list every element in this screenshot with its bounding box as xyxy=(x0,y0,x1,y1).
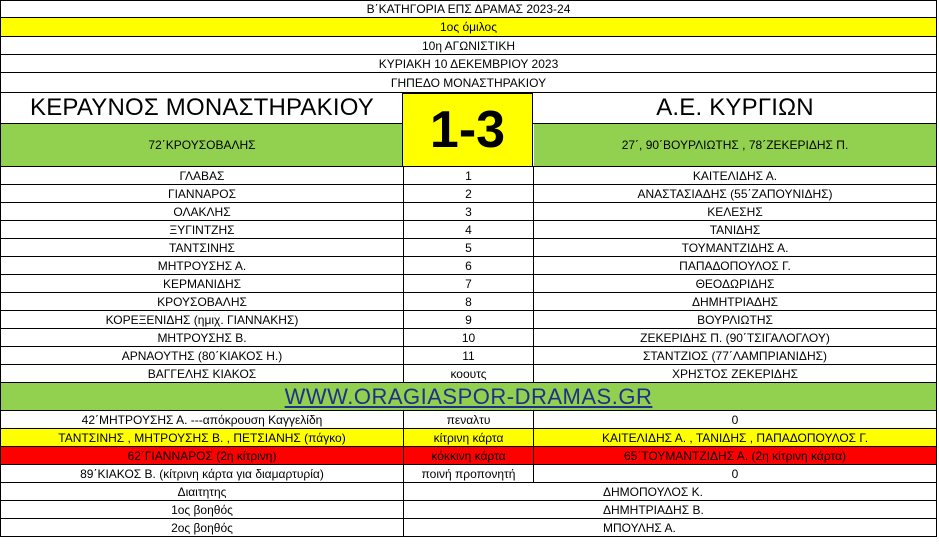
date-row xyxy=(0,55,937,73)
event-row-yellow-card xyxy=(0,429,937,447)
home-player: ΚΡΟΥΣΟΒΑΛΗΣ xyxy=(157,294,247,309)
league-row xyxy=(0,0,937,18)
home-scorers: 72΄ΚΡΟΥΣΟΒΑΛΗΣ xyxy=(1,124,403,166)
away-scorers: 27΄, 90΄ΒΟΥΡΛΙΩΤΗΣ , 78΄ΖΕΚΕΡΙΔΗΣ Π. xyxy=(534,124,936,166)
away-player: ΖΕΚΕΡΙΔΗΣ Π. (90΄ΤΣΙΓΑΛΟΓΛΟΥ) xyxy=(640,330,830,345)
official-role: 2ος βοηθός xyxy=(171,520,233,535)
yellow-card-label: κίτρινη κάρτα xyxy=(403,429,534,446)
home-penalty: 42΄ΜΗΤΡΟΥΣΗΣ Α. ---απόκρουση Καγγελίδη xyxy=(81,412,323,427)
home-team-name: ΚΕΡΑΥΝΟΣ ΜΟΝΑΣΤΗΡΑΚΙΟΥ xyxy=(29,94,375,121)
event-row-red-card xyxy=(0,447,937,465)
official-role: 1ος βοηθός xyxy=(171,502,233,517)
league-title: Β΄ΚΑΤΗΓΟΡΙΑ ΕΠΣ ΔΡΑΜΑΣ 2023-24 xyxy=(366,2,571,16)
away-yellow-cards: ΚΑΙΤΕΛΙΔΗΣ Α. , ΤΑΝΙΔΗΣ , ΠΑΠΑΔΟΠΟΥΛΟΣ Γ. xyxy=(601,430,869,445)
official-row xyxy=(0,501,937,519)
shirt-number: 11 xyxy=(403,347,534,364)
home-player: ΜΗΤΡΟΥΣΗΣ Β. xyxy=(157,330,247,345)
shirt-number: 8 xyxy=(403,293,534,310)
away-penalty: 0 xyxy=(731,412,739,427)
away-coach-penalty: 0 xyxy=(731,466,739,481)
lineup-row xyxy=(0,221,937,239)
official-name: ΔΗΜΟΠΟΥΛΟΣ Κ. xyxy=(603,484,703,499)
away-player: ΤΟΥΜΑΝΤΖΙΔΗΣ Α. xyxy=(681,240,789,255)
away-player: ΘΕΟΔΩΡΙΔΗΣ xyxy=(695,276,775,291)
lineup-row xyxy=(0,311,937,329)
away-player: ΔΗΜΗΤΡΙΑΔΗΣ xyxy=(691,294,779,309)
lineup-row xyxy=(0,329,937,347)
official-row xyxy=(0,483,937,501)
official-spacer xyxy=(403,501,534,518)
shirt-number: 7 xyxy=(403,275,534,292)
shirt-number: 6 xyxy=(403,257,534,274)
home-player: ΑΡΝΑΟΥΤΗΣ (80΄ΚΙΑΚΟΣ Η.) xyxy=(121,348,283,363)
home-player: ΚΟΡΕΞΕΝΙΔΗΣ (ημιχ. ΓΙΑΝΝΑΚΗΣ) xyxy=(105,312,299,327)
shirt-number: 2 xyxy=(403,185,534,202)
event-row-penalty xyxy=(0,411,937,429)
away-player: ΚΕΛΕΣΗΣ xyxy=(707,204,763,219)
official-name: ΜΠΟΥΛΗΣ Α. xyxy=(603,520,676,535)
stadium-row xyxy=(0,73,937,93)
shirt-number: 1 xyxy=(403,167,534,184)
coach-penalty-label: ποινή προπονητή xyxy=(403,465,534,482)
official-role: Διαιτητης xyxy=(177,484,227,499)
shirt-number: 9 xyxy=(403,311,534,328)
event-row-coach-penalty xyxy=(0,465,937,483)
away-player: ΑΝΑΣΤΑΣΙΑΔΗΣ (55΄ΖΑΠΟΥΝΙΔΗΣ) xyxy=(637,186,833,201)
website-banner xyxy=(0,383,937,411)
website-link[interactable]: WWW.ORAGIASPOR-DRAMAS.GR xyxy=(284,383,653,409)
away-red-cards: 65΄ΤΟΥΜΑΝΤΖΙΔΗΣ Α. (2η κίτρινη κάρτα) xyxy=(623,448,847,463)
home-red-cards: 62΄ΓΙΑΝΝΑΡΟΣ (2η κίτρινη) xyxy=(127,448,277,463)
lineup-row xyxy=(0,185,937,203)
red-card-label: κόκκινη κάρτα xyxy=(403,447,534,464)
group-row xyxy=(0,18,937,37)
lineup-row xyxy=(0,293,937,311)
matchday-row xyxy=(0,37,937,55)
shirt-number: 4 xyxy=(403,221,534,238)
official-spacer xyxy=(403,519,534,536)
lineup-row xyxy=(0,347,937,365)
home-coach: ΒΑΓΓΕΛΗΣ ΚΙΑΚΟΣ xyxy=(147,366,257,381)
home-coach-penalty: 89΄ΚΙΑΚΟΣ Β. (κίτρινη κάρτα για διαμαρτυρία) xyxy=(80,466,324,481)
lineup-row xyxy=(0,275,937,293)
penalty-label: πεναλτυ xyxy=(403,411,534,428)
away-player: ΚΑΙΤΕΛΙΔΗΣ Α. xyxy=(692,168,778,183)
away-player: ΣΤΑΝΤΖΙΟΣ (77΄ΛΑΜΠΡΙΑΝΙΔΗΣ) xyxy=(642,348,828,363)
official-spacer xyxy=(403,483,534,500)
official-name: ΔΗΜΗΤΡΙΑΔΗΣ Β. xyxy=(603,502,704,517)
lineup-row xyxy=(0,167,937,185)
lineup-row xyxy=(0,203,937,221)
shirt-number: 10 xyxy=(403,329,534,346)
coach-row xyxy=(0,365,937,383)
home-player: ΜΗΤΡΟΥΣΗΣ Α. xyxy=(157,258,247,273)
lineup-row xyxy=(0,257,937,275)
home-player: ΞΥΓΙΝΤΖΗΣ xyxy=(169,222,235,237)
home-player: ΓΙΑΝΝΑΡΟΣ xyxy=(167,186,237,201)
home-player: ΤΑΝΤΣΙΝΗΣ xyxy=(169,240,235,255)
home-player: ΚΕΡΜΑΝΙΔΗΣ xyxy=(162,276,242,291)
away-team-name: Α.Ε. ΚΥΡΓΙΩΝ xyxy=(656,94,814,121)
official-row xyxy=(0,519,937,537)
home-yellow-cards: ΤΑΝΤΣΙΝΗΣ , ΜΗΤΡΟΥΣΗΣ Β. , ΠΕΤΣΙΑΝΗΣ (πάγκο) xyxy=(58,430,346,445)
matchday-label: 10η ΑΓΩΝΙΣΤΙΚΗ xyxy=(421,38,516,53)
away-player: ΠΑΠΑΔΟΠΟΥΛΟΣ Γ. xyxy=(679,258,791,273)
shirt-number: 5 xyxy=(403,239,534,256)
group-label: 1ος όμιλος xyxy=(440,20,497,34)
away-player: ΤΑΝΙΔΗΣ xyxy=(709,222,761,237)
home-player: ΟΛΑΚΛΗΣ xyxy=(173,204,231,219)
coach-label: κοουτς xyxy=(403,365,534,382)
lineup-row xyxy=(0,239,937,257)
final-score: 1-3 xyxy=(402,93,533,167)
stadium-name: ΓΗΠΕΔΟ ΜΟΝΑΣΤΗΡΑΚΙΟΥ xyxy=(390,75,547,90)
home-player: ΓΛΑΒΑΣ xyxy=(179,168,225,183)
shirt-number: 3 xyxy=(403,203,534,220)
match-date: ΚΥΡΙΑΚΗ 10 ΔΕΚΕΜΒΡΙΟΥ 2023 xyxy=(378,56,559,71)
away-coach: ΧΡΗΣΤΟΣ ΖΕΚΕΡΙΔΗΣ xyxy=(671,366,799,381)
away-player: ΒΟΥΡΛΙΩΤΗΣ xyxy=(697,312,773,327)
